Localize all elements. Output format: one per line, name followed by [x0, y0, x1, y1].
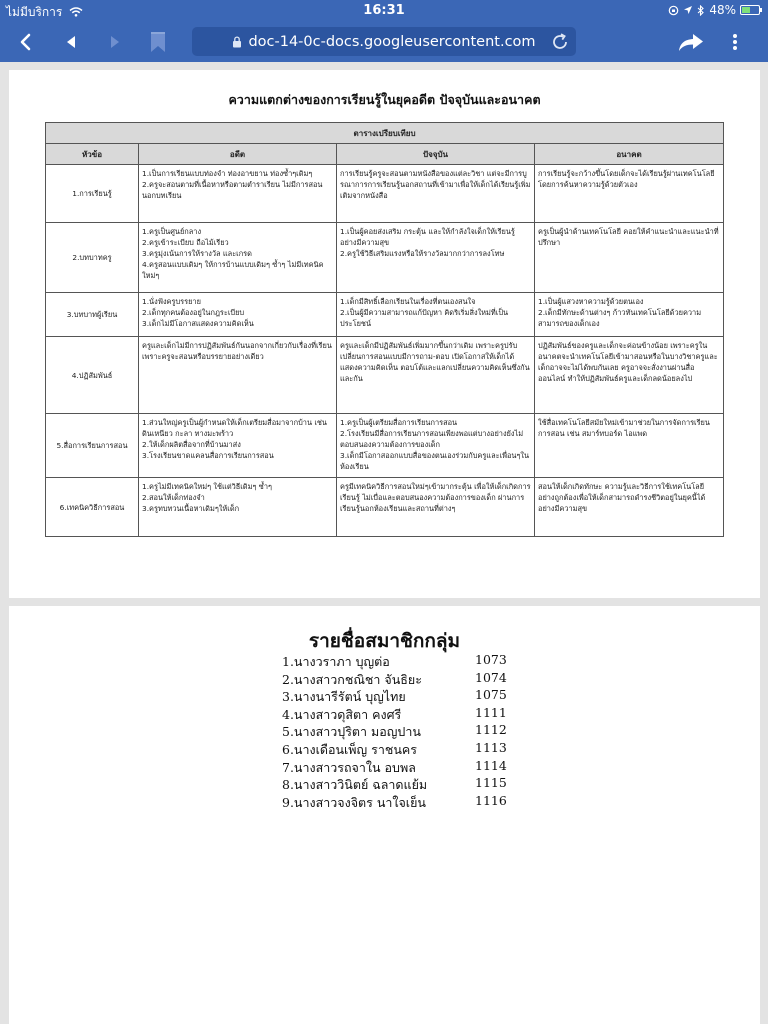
more-vertical-icon — [732, 33, 738, 51]
members-title: รายชื่อสมาชิกกลุ่ม — [308, 630, 461, 652]
member-name: 2.นางสาวกชณิชา จันธิยะ — [282, 671, 422, 687]
cell-past: 1.ส่วนใหญ่ครูเป็นผู้กำหนดให้เด็กเตรียมสื่อมาจากบ้าน เช่น ดินเหนียว กะลา ทางมะพร้าว 2.ให้เด็กผลิตสื่อจากที่บ้านมาส่ง 3.โรงเรียนขาดแคลนสื่อการเรียนการสอน — [139, 414, 337, 478]
cell-present: ครูมีเทคนิควิธีการสอนใหม่ๆเข้ามากระตุ้น เพื่อให้เด็กเกิดการเรียนรู้ ไม่เบื่อและตอบสนองความต้องการของเด็ก ผ่านการเรียนรู้นอกห้องเรียนและสถานที่ต่างๆ — [337, 478, 535, 537]
member-name: 9.นางสาวจงจิตร นาใจเย็น — [282, 794, 426, 810]
cell-present: ครูและเด็กมีปฏิสัมพันธ์เพิ่มมากขึ้นกว่าเดิม เพราะครูปรับเปลี่ยนการสอนแบบมีการถาม-ตอบ เปิดโอกาสให้เด็กได้แสดงความคิดเห็น ตอบโต้และแลกเปลี่ยนความคิดเห็นซึ่งกันและกัน — [337, 337, 535, 414]
document-page-2 — [9, 606, 760, 1024]
member-id: 1073 — [475, 652, 507, 667]
column-header: อนาคต — [535, 144, 724, 165]
bookmark-button[interactable] — [144, 22, 172, 62]
menu-button[interactable] — [722, 22, 748, 62]
cell-past: 1.ครูไม่มีเทคนิคใหม่ๆ ใช้แต่วิธีเดิมๆ ซ้ำๆ 2.สอนให้เด็กท่องจำ 3.ครูทบทวนเนื้อหาเดิมๆให้เด็ก — [139, 478, 337, 537]
member-name: 7.นางสาวรถจาใน อบพล — [282, 759, 416, 775]
table-caption: ตารางเปรียบเทียบ — [46, 123, 724, 144]
member-row — [282, 652, 515, 670]
address-bar[interactable] — [192, 27, 576, 56]
member-id: 1112 — [475, 722, 507, 738]
row-topic: 4.ปฏิสัมพันธ์ — [46, 337, 139, 414]
member-name: 8.นางสาววินิตย์ ฉลาดแย้ม — [282, 777, 428, 793]
battery-icon — [740, 5, 760, 15]
cell-present: การเรียนรู้ครูจะสอนตามหนังสือของแต่ละวิชา แต่จะมีการบูรณาการการเรียนรู้นอกสถานที่เข้ามาเพื่อให้เด็กได้เรียนรู้เพิ่มเติมจากหนังสือ — [337, 165, 535, 223]
back-button[interactable] — [58, 22, 84, 62]
member-row — [282, 722, 515, 740]
clock: 16:31 — [363, 3, 405, 18]
row-topic: 2.บทบาทครู — [46, 223, 139, 293]
table-row — [46, 337, 724, 414]
member-row — [282, 687, 515, 705]
member-row — [282, 775, 515, 793]
column-header: อดีต — [139, 144, 337, 165]
member-id: 1114 — [475, 757, 507, 773]
member-name: 1.นางวราภา บุญต่อ — [282, 654, 390, 669]
cell-past: 1.ครูเป็นศูนย์กลาง 2.ครูเข้าระเบียบ ถือไม้เรียว 3.ครูมุ่งเน้นการให้รางวัล และเกรด 4.ครูสอนแบบเดิมๆ ให้การบ้านแบบเดิมๆ ซ้ำๆ ไม่มีเทคนิคใหม่ๆ — [139, 223, 337, 293]
carrier-text: ไม่มีบริการ — [6, 5, 63, 19]
reload-icon[interactable] — [550, 32, 570, 52]
member-row — [282, 705, 515, 723]
bluetooth-icon — [697, 5, 705, 16]
back-arrow-icon — [65, 35, 77, 49]
orientation-lock-icon — [668, 5, 679, 16]
row-topic: 1.การเรียนรู้ — [46, 165, 139, 223]
column-header: หัวข้อ — [46, 144, 139, 165]
cell-past: 1.นั่งฟังครูบรรยาย 2.เด็กทุกคนต้องอยู่ในกฎระเบียบ 3.เด็กไม่มีโอกาสแสดงความคิดเห็น — [139, 293, 337, 337]
member-id: 1115 — [475, 775, 507, 791]
cell-future: ใช้สื่อเทคโนโลยีสมัยใหม่เข้ามาช่วยในการจัดการเรียนการสอน เช่น สมาร์ทบอร์ด ไอแพด — [535, 414, 724, 478]
document-page-1 — [9, 70, 760, 598]
member-id: 1111 — [475, 704, 507, 720]
member-id: 1075 — [475, 687, 507, 703]
cell-past: ครูและเด็กไม่มีการปฏิสัมพันธ์กันนอกจากเกี่ยวกับเรื่องที่เรียนเพราะครูจะสอนหรือบรรยายอย่างเดียว — [139, 337, 337, 414]
bookmark-icon — [150, 31, 166, 53]
lock-icon — [232, 36, 242, 48]
row-topic: 5.สื่อการเรียนการสอน — [46, 414, 139, 478]
url-text: doc-14-0c-docs.googleusercontent.com — [248, 33, 536, 50]
member-id: 1116 — [475, 792, 507, 808]
member-name: 5.นางสาวปุริตา มอญปาน — [282, 724, 421, 740]
browser-toolbar — [0, 22, 768, 62]
members-list — [282, 652, 515, 810]
cell-past: 1.เป็นการเรียนแบบท่องจำ ท่องอาขยาน ท่องซ้ำๆเดิมๆ 2.ครูจะสอนตามที่เนื้อหาหรือตามตำราเรียน ไม่มีการสอนนอกบทเรียน — [139, 165, 337, 223]
comparison-table — [45, 122, 724, 537]
member-name: 4.นางสาวดุสิตา คงศรี — [282, 706, 402, 722]
member-name: 6.นางเดือนเพ็ญ ราชนคร — [282, 741, 418, 757]
close-button[interactable] — [10, 22, 40, 62]
table-row — [46, 478, 724, 537]
member-id: 1074 — [475, 669, 507, 685]
status-icons — [668, 3, 760, 17]
member-row — [282, 758, 515, 776]
member-row — [282, 793, 515, 811]
battery-percent: 48% — [709, 3, 736, 17]
table-row — [46, 293, 724, 337]
forward-button[interactable] — [102, 22, 128, 62]
share-button[interactable] — [672, 22, 710, 62]
member-row — [282, 670, 515, 688]
cell-future: การเรียนรู้จะกว้างขึ้นโดยเด็กจะได้เรียนรู้ผ่านเทคโนโลยีโดยการค้นหาความรู้ด้วยตัวเอง — [535, 165, 724, 223]
cell-future: ปฏิสัมพันธ์ของครูและเด็กจะค่อนข้างน้อย เพราะครูในอนาคตจะนำเทคโนโลยีเข้ามาสอนหรือในบางวิชาครูและเด็กอาจจะไม่ได้พบกันเลย ครูอาจจะสั่งงานผ่านสื่อออนไลน์ ทำให้ปฏิสัมพันธ์ครูและเด็กลดน้อยลงไป — [535, 337, 724, 414]
table-row — [46, 165, 724, 223]
cell-future: 1.เป็นผู้แสวงหาความรู้ด้วยตนเอง 2.เด็กมีทักษะด้านต่างๆ ก้าวทันเทคโนโลยีด้วยความสามารถของเด็กเอง — [535, 293, 724, 337]
document-title: ความแตกต่างของการเรียนรู้ในยุคอดีต ปัจจุบันและอนาคต — [228, 92, 541, 107]
forward-arrow-icon — [109, 35, 121, 49]
row-topic: 6.เทคนิควิธีการสอน — [46, 478, 139, 537]
member-row — [282, 740, 515, 758]
cell-present: 1.เด็กมีสิทธิ์เลือกเรียนในเรื่องที่ตนเองสนใจ 2.เป็นผู้มีความสามารถแก้ปัญหา คิดริเริ่มสิ่งใหม่ที่เป็นประโยชน์ — [337, 293, 535, 337]
location-icon — [683, 5, 693, 15]
status-bar — [0, 0, 768, 22]
cell-present: 1.ครูเป็นผู้เตรียมสื่อการเรียนการสอน 2.โรงเรียนมีสื่อการเรียนการสอนเพียงพอแต่บางอย่างยังไม่ตอบสนองความต้องการของเด็ก 3.เด็กมีโอกาสออกแบบสื่อของตนเองร่วมกับครูและเพื่อนๆในห้องเรียน — [337, 414, 535, 478]
row-topic: 3.บทบาทผู้เรียน — [46, 293, 139, 337]
chevron-left-icon — [18, 33, 32, 51]
column-header: ปัจจุบัน — [337, 144, 535, 165]
cell-present: 1.เป็นผู้คอยส่งเสริม กระตุ้น และให้กำลังใจเด็กให้เรียนรู้อย่างมีความสุข 2.ครูใช้วิธีเสริมแรงหรือให้รางวัลมากกว่าการลงโทษ — [337, 223, 535, 293]
member-name: 3.นางนารีรัตน์ บุญไทย — [282, 689, 406, 705]
cell-future: ครูเป็นผู้นำด้านเทคโนโลยี คอยให้คำแนะนำและแนะนำที่ปรึกษา — [535, 223, 724, 293]
table-row — [46, 223, 724, 293]
member-id: 1113 — [475, 739, 507, 755]
table-row — [46, 414, 724, 478]
share-icon — [678, 32, 704, 52]
cell-future: สอนให้เด็กเกิดทักษะ ความรู้และวิธีการใช้เทคโนโลยีอย่างถูกต้องเพื่อให้เด็กสามารถดำรงชีวิตอยู่ในยุคนี้ได้อย่างมีความสุข — [535, 478, 724, 537]
